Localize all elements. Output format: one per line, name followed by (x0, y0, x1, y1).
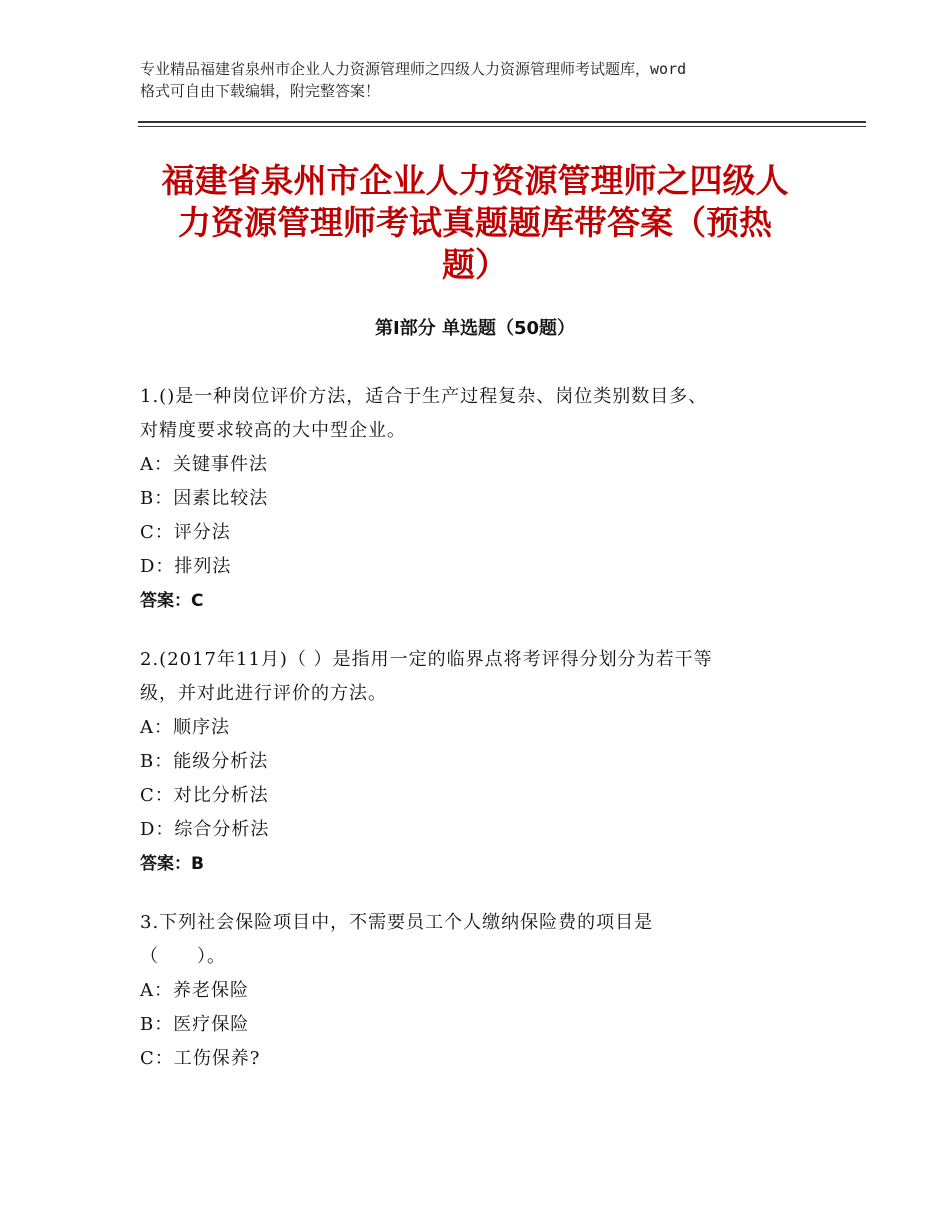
section-heading: 第Ⅰ部分 单选题（50题） (374, 318, 575, 339)
option-b: B：能级分析法 (140, 751, 269, 772)
answer (140, 584, 820, 618)
option-a: A：关键事件法 (140, 454, 268, 475)
option-d: D：排列法 (140, 556, 232, 577)
stem-line: 2.(2017年11月)（ ）是指用一定的临界点将考评得分划分为若干等 (140, 649, 713, 670)
question-3 (140, 906, 820, 1076)
stem-line: 3.下列社会保险项目中，不需要员工个人缴纳保险费的项目是 (140, 912, 654, 933)
stem-line: 1.()是一种岗位评价方法，适合于生产过程复杂、岗位类别数目多、 (140, 386, 708, 407)
header-divider-thin (138, 126, 866, 127)
question-list (140, 380, 820, 1101)
title-line: 题） (442, 245, 508, 284)
option-a: A：顺序法 (140, 717, 230, 738)
option-b: B：因素比较法 (140, 488, 269, 509)
option-c: C：工伤保养? (140, 1048, 261, 1069)
question-1 (140, 380, 820, 618)
question-stem (140, 906, 820, 974)
title-line: 福建省泉州市企业人力资源管理师之四级人 (161, 161, 789, 200)
title-line: 力资源管理师考试真题题库带答案（预热 (178, 203, 772, 242)
option-c: C：评分法 (140, 522, 231, 543)
option-d: D：综合分析法 (140, 819, 270, 840)
option-a: A：养老保险 (140, 980, 249, 1001)
answer-value: C (191, 591, 204, 611)
question-2 (140, 643, 820, 881)
answer-label: 答案： (140, 591, 191, 611)
answer-value: B (191, 854, 204, 874)
option-c: C：对比分析法 (140, 785, 269, 806)
header-divider-thick (138, 121, 866, 123)
question-stem (140, 380, 820, 448)
stem-line: 对精度要求较高的大中型企业。 (140, 420, 406, 441)
document-title (140, 160, 810, 286)
header-note: 专业精品福建省泉州市企业人力资源管理师之四级人力资源管理师考试题库，word 格式可自由下载编辑，附完整答案！ (140, 60, 687, 100)
stem-line: （ ）。 (140, 946, 226, 967)
question-stem (140, 643, 820, 711)
option-b: B：医疗保险 (140, 1014, 250, 1035)
answer-label: 答案： (140, 854, 191, 874)
answer (140, 847, 820, 881)
stem-line: 级，并对此进行评价的方法。 (140, 683, 387, 704)
